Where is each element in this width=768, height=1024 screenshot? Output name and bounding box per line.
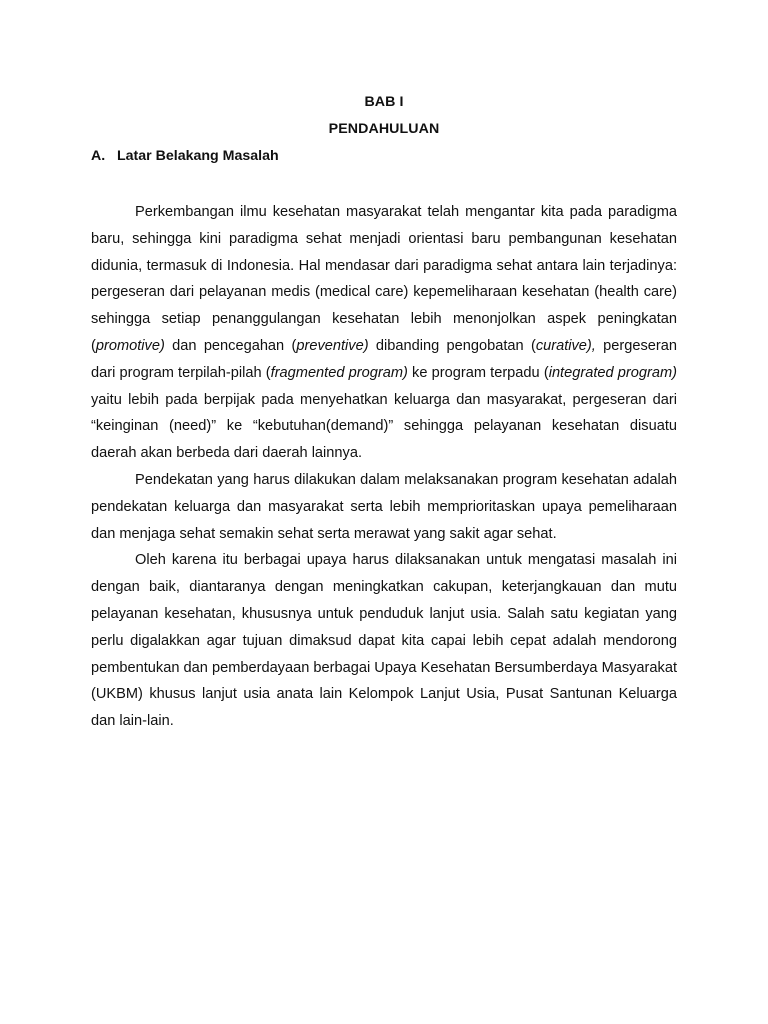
text-run: dan pencegahan ( — [164, 337, 297, 354]
paragraph — [91, 199, 677, 467]
paragraph — [91, 547, 677, 735]
italic-term: curative), — [535, 337, 596, 354]
italic-term: integrated program) — [548, 364, 677, 381]
text-run: Oleh karena itu berbagai upaya harus dilaksanakan untuk mengatasi masalah ini dengan baik, diantaranya dengan meningkatkan cakupan, keterjangkauan dan mutu pelayanan kesehatan, khususnya untuk penduduk lanjut usia. Salah satu kegiatan yang perlu digalakkan agar tujuan dimaksud dapat kita capai lebih cepat adalah mendorong pembentukan dan pemberdayaan berbagai Upaya Kesehatan Bersumberdaya Masyarakat (UKBM) khusus lanjut usia anata lain Kelompok Lanjut Usia, Pusat Santunan Keluarga dan lain-lain. — [91, 552, 677, 730]
paragraph — [91, 467, 677, 547]
text-run: pergeseran dari program terpilah-pilah ( — [91, 337, 677, 381]
text-run: yaitu lebih pada berpijak pada menyehatkan keluarga dan masyarakat, pergeseran dari “keinginan (need)” ke “kebutuhan(demand)” sehingga pelayanan kesehatan disuatu daerah akan berbeda dari daerah lainnya. — [91, 391, 677, 462]
text-run: Perkembangan ilmu kesehatan masyarakat telah mengantar kita pada paradigma baru, sehingga kini paradigma sehat menjadi orientasi baru pembangunan kesehatan didunia, termasuk di Indonesia. Hal mendasar dari paradigma sehat antara lain terjadinya: pergeseran dari pelayanan medis (medical care) kepemeliharaan kesehatan (health care) sehingga setiap penanggulangan kesehatan lebih menonjolkan aspek peningkatan ( — [91, 204, 677, 354]
section-number: A. — [91, 148, 106, 164]
chapter-number: BAB I — [364, 94, 404, 110]
italic-term: preventive) — [296, 337, 369, 354]
text-run: ke program terpadu ( — [407, 364, 549, 381]
section-title: Latar Belakang Masalah — [117, 148, 279, 164]
text-run: Pendekatan yang harus dilakukan dalam melaksanakan program kesehatan adalah pendekatan keluarga dan masyarakat serta lebih memprioritaskan upaya pemeliharaan dan menjaga sehat semakin sehat serta merawat yang sakit agar sehat. — [91, 471, 677, 542]
italic-term: fragmented program) — [270, 364, 408, 381]
italic-term: promotive) — [95, 337, 165, 354]
text-run: dibanding pengobatan ( — [368, 337, 536, 354]
body-text — [91, 199, 677, 735]
section-heading — [91, 147, 279, 165]
chapter-title: PENDAHULUAN — [328, 121, 440, 137]
